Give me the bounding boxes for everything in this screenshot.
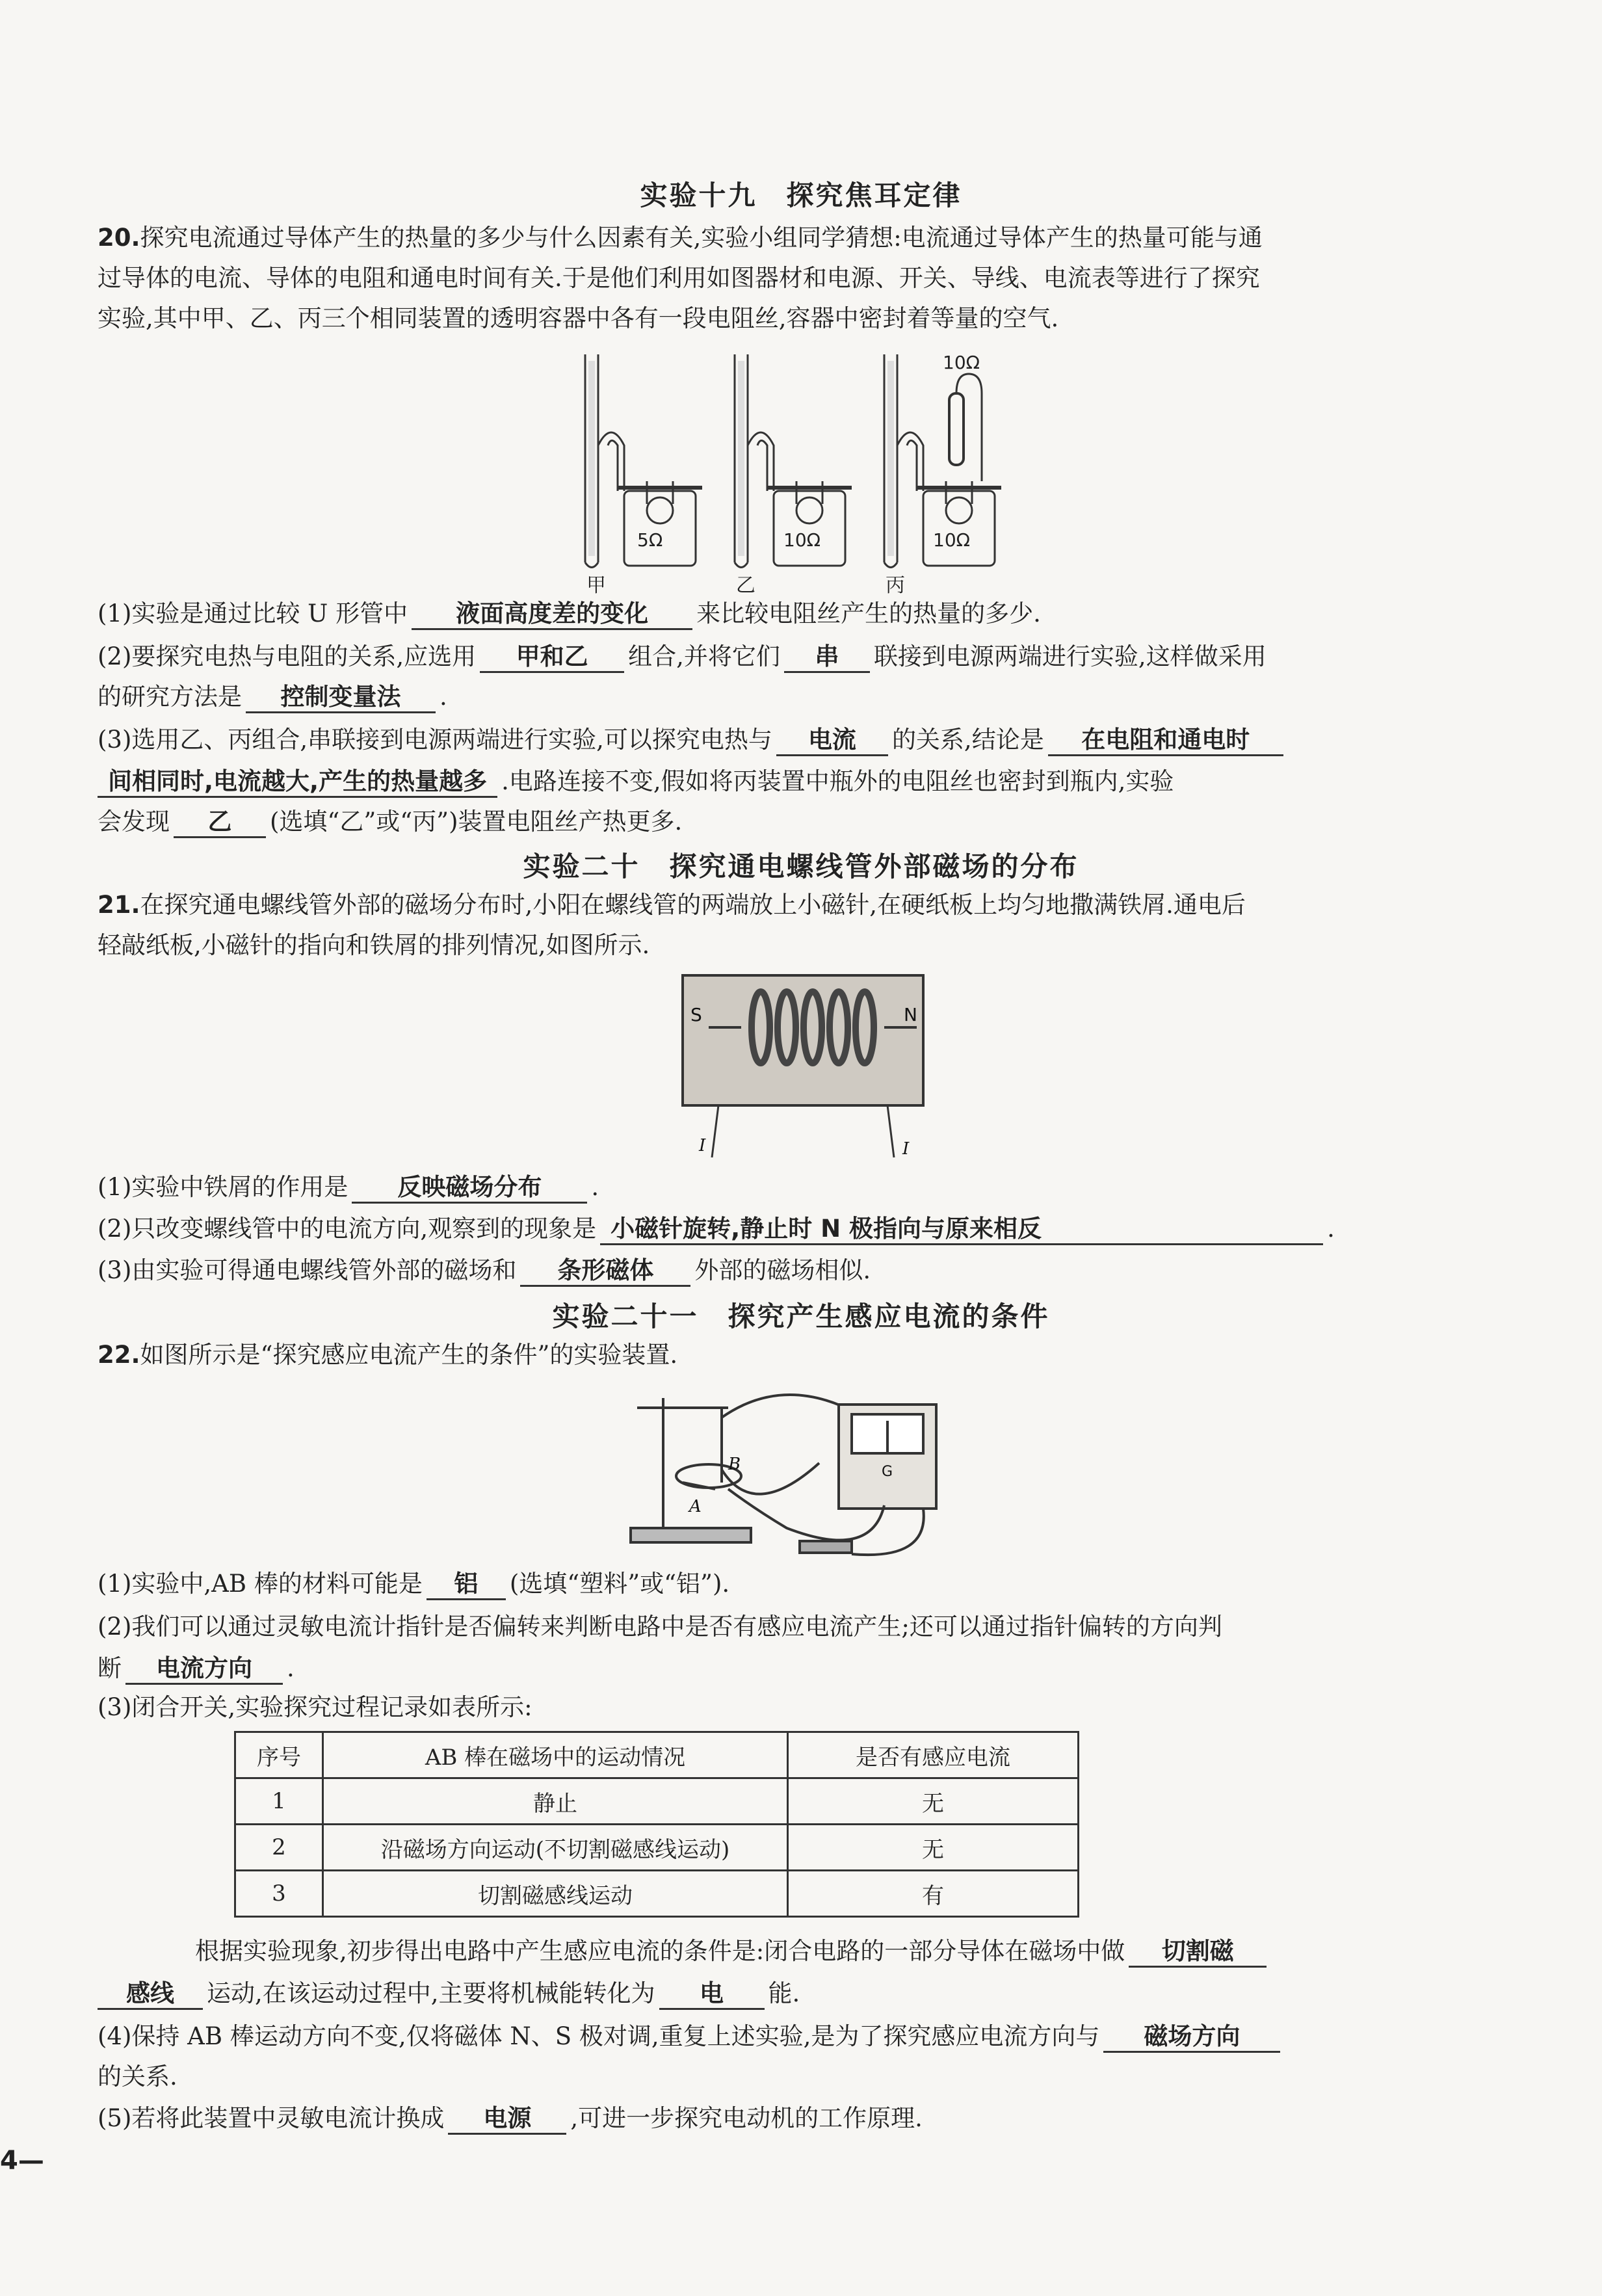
q22-conclusion-answer2: 电: [659, 1979, 765, 2010]
q21-p3-text: (3)由实验可得通电螺线管外部的磁场和: [98, 1256, 517, 1284]
pole-n: N: [904, 1004, 917, 1025]
current-label-left: I: [699, 1136, 706, 1155]
table-header-row: [235, 1732, 1079, 1778]
table-row: [235, 1871, 1079, 1917]
experiment-record-table: [234, 1731, 1079, 1918]
q20-part2-line2: [98, 680, 1456, 714]
q21-number: 21.: [98, 891, 140, 919]
q20-p1-text: (1)实验是通过比较 U 形管中: [98, 600, 408, 627]
q20-stem-text1: 探究电流通过导体产生的热量的多少与什么因素有关,实验小组同学猜想:电流通过导体产生的热量可能与通: [140, 224, 1263, 252]
q22-conclusion-answer1b: 感线: [98, 1979, 203, 2010]
galvanometer-label: G: [882, 1464, 893, 1480]
section-title-20: 实验二十 探究通电螺线管外部磁场的分布: [523, 851, 1079, 882]
q20-part3-line1: [98, 723, 1456, 757]
q22-p1-text: (1)实验中,AB 棒的材料可能是: [98, 1570, 423, 1598]
pole-s: S: [690, 1004, 702, 1025]
q22-p2-answer: 电流方向: [125, 1654, 283, 1685]
device3-resistor: 10Ω: [933, 529, 971, 551]
q22-part4-line2: 的关系.: [98, 2063, 177, 2091]
q22-conclusion-tail: 能.: [768, 1979, 800, 2007]
device2-label: 乙: [736, 574, 755, 597]
section-title-21: 实验二十一 探究产生感应电流的条件: [552, 1300, 1050, 1332]
device1-label: 甲: [586, 574, 606, 597]
q21-p2-tail: .: [1327, 1215, 1335, 1243]
device1-resistor: 5Ω: [637, 529, 663, 551]
table-cell: 有: [788, 1871, 1079, 1917]
q22-part2-line1: (2)我们可以通过灵敏电流计指针是否偏转来判断电路中是否有感应电流产生;还可以通过指针偏转的方向判: [98, 1613, 1222, 1641]
q20-p2-tail2: .: [440, 683, 447, 711]
q22-p5-text: (5)若将此装置中灵敏电流计换成: [98, 2104, 445, 2132]
q22-conclusion-line2: [98, 1977, 1456, 2011]
q22-stem: [98, 1338, 1456, 1372]
q22-number: 22.: [98, 1341, 140, 1369]
q20-p3-answer2a: 在电阻和通电时: [1048, 726, 1283, 756]
solenoid-figure: [670, 969, 943, 1164]
q20-stem-line2: 过导体的电流、导体的电阻和通电时间有关.于是他们利用如图器材和电源、开关、导线、电流表等进行了探究: [98, 264, 1260, 292]
current-label-right: I: [902, 1139, 910, 1159]
q20-p2-tail: 联接到电源两端进行实验,这样做采用: [873, 642, 1267, 670]
q21-part3: [98, 1254, 1456, 1287]
q21-p1-tail: .: [591, 1173, 599, 1201]
q22-p1-tail: (选填“塑料”或“铝”).: [509, 1570, 730, 1598]
q20-p2-text: (2)要探究电热与电阻的关系,应选用: [98, 642, 477, 670]
table-cell: 无: [788, 1825, 1079, 1871]
q21-stem-text1: 在探究通电螺线管外部的磁场分布时,小阳在螺线管的两端放上小磁针,在硬纸板上均匀地撒满铁屑.通电后: [140, 891, 1246, 919]
q22-conclusion-text: 根据实验现象,初步得出电路中产生感应电流的条件是:闭合电路的一部分导体在磁场中做: [195, 1937, 1125, 1965]
table-cell: 无: [788, 1778, 1079, 1825]
q22-p2-text2: 断: [98, 1654, 122, 1682]
q22-p4-answer: 磁场方向: [1103, 2022, 1280, 2053]
table-header-cell: 是否有感应电流: [788, 1732, 1079, 1778]
q20-p3-mid: 的关系,结论是: [891, 726, 1044, 754]
table-row: [235, 1778, 1079, 1825]
q21-p2-text: (2)只改变螺线管中的电流方向,观察到的现象是: [98, 1215, 597, 1243]
device3-label: 丙: [886, 574, 905, 597]
rod-label-a: A: [689, 1497, 702, 1516]
q22-p5-answer: 电源: [448, 2104, 566, 2135]
q20-p1-answer: 液面高度差的变化: [412, 600, 692, 630]
q22-part4-line1: [98, 2020, 1456, 2053]
rod-label-b: B: [728, 1455, 741, 1474]
q22-stem-text: 如图所示是“探究感应电流产生的条件”的实验装置.: [140, 1341, 678, 1369]
q21-p1-text: (1)实验中铁屑的作用是: [98, 1173, 348, 1201]
q20-part2-line1: [98, 640, 1456, 674]
q21-p3-tail: 外部的磁场相似.: [694, 1256, 871, 1284]
table-header-cell: AB 棒在磁场中的运动情况: [323, 1732, 788, 1778]
table-cell: 沿磁场方向运动(不切割磁感线运动): [323, 1825, 788, 1871]
table-cell: 切割磁感线运动: [323, 1871, 788, 1917]
q20-p1-tail: 来比较电阻丝产生的热量的多少.: [696, 600, 1041, 627]
table-cell: 1: [235, 1778, 323, 1825]
table-row: [235, 1825, 1079, 1871]
table-cell: 2: [235, 1825, 323, 1871]
q20-part3-line3: [98, 805, 1456, 839]
q22-p4-text: (4)保持 AB 棒运动方向不变,仅将磁体 N、S 极对调,重复上述实验,是为了探究感应电流方向与: [98, 2022, 1100, 2050]
q20-p3-text: (3)选用乙、丙组合,串联接到电源两端进行实验,可以探究电热与: [98, 726, 772, 754]
q20-p3-text3: 会发现: [98, 808, 170, 836]
joule-law-figure: [559, 348, 1053, 598]
q22-part2-line2: [98, 1652, 1456, 1685]
device3-outside-resistor: 10Ω: [943, 352, 980, 373]
q22-p5-tail: ,可进一步探究电动机的工作原理.: [570, 2104, 923, 2132]
q20-p3-tail2: .电路连接不变,假如将丙装置中瓶外的电阻丝也密封到瓶内,实验: [501, 767, 1174, 795]
q21-p2-answer: 小磁针旋转,静止时 N 极指向与原来相反: [600, 1215, 1323, 1245]
q21-p1-answer: 反映磁场分布: [352, 1173, 587, 1204]
q22-p1-answer: 铝: [427, 1570, 506, 1600]
q20-p3-answer1: 电流: [776, 726, 888, 756]
q21-stem-line2: 轻敲纸板,小磁针的指向和铁屑的排列情况,如图所示.: [98, 931, 650, 959]
q22-part3: (3)闭合开关,实验探究过程记录如表所示:: [98, 1693, 532, 1721]
table-cell: 静止: [323, 1778, 788, 1825]
q20-p2-text2: 的研究方法是: [98, 683, 242, 711]
q20-part3-line2: [98, 765, 1456, 798]
section-title-19: 实验十九 探究焦耳定律: [640, 179, 962, 211]
q22-part1: [98, 1567, 1456, 1601]
q20-p3-answer2b: 间相同时,电流越大,产生的热量越多: [98, 767, 497, 798]
q20-p2-answer2: 串: [784, 642, 870, 673]
q21-stem-line1: [98, 888, 1456, 922]
q21-part2: [98, 1212, 1456, 1246]
q20-number: 20.: [98, 224, 140, 252]
q20-p2-answer3: 控制变量法: [246, 683, 436, 713]
induction-figure: [624, 1379, 1008, 1567]
q20-p3-tail3: (选填“乙”或“丙”)装置电阻丝产热更多.: [270, 808, 683, 836]
q22-conclusion-line1: [195, 1934, 1456, 1968]
q21-part1: [98, 1170, 1456, 1204]
q20-p2-answer1: 甲和乙: [480, 642, 624, 673]
q20-part1: [98, 597, 1456, 631]
table-header-cell: 序号: [235, 1732, 323, 1778]
table-cell: 3: [235, 1871, 323, 1917]
q21-p3-answer: 条形磁体: [520, 1256, 690, 1287]
q22-conclusion-mid: 运动,在该运动过程中,主要将机械能转化为: [207, 1979, 655, 2007]
device2-resistor: 10Ω: [783, 529, 821, 551]
page-number: 4—: [0, 2146, 44, 2176]
q22-p2-tail2: .: [287, 1654, 295, 1682]
q22-conclusion-answer1a: 切割磁: [1129, 1937, 1267, 1968]
q20-p3-answer3: 乙: [174, 808, 266, 838]
q20-p2-mid: 组合,并将它们: [628, 642, 780, 670]
q22-part5: [98, 2102, 1456, 2135]
q20-stem-line3: 实验,其中甲、乙、丙三个相同装置的透明容器中各有一段电阻丝,容器中密封着等量的空气.: [98, 304, 1059, 332]
q20-stem-line1: [98, 221, 1456, 255]
